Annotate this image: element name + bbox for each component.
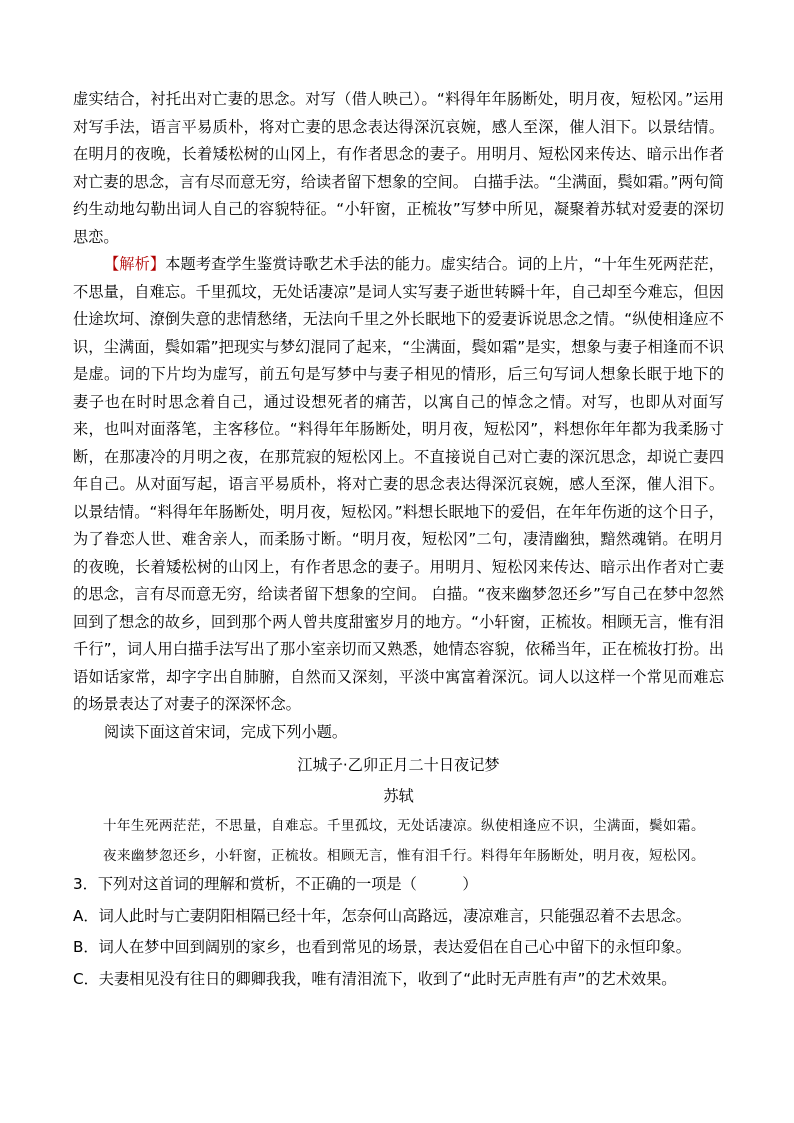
poem-title: 江城子·乙卯正月二十日夜记梦 [297, 756, 500, 774]
poem-line: 夜来幽梦忽还乡，小轩窗，正梳妆。相顾无言，惟有泪千行。料得年年肠断处，明月夜，短松冈。 [103, 848, 705, 864]
analysis-tag: 【解析】 [104, 255, 166, 273]
question-stem: 3．下列对这首词的理解和赏析，不正确的一项是（ ） [73, 875, 478, 893]
poem-line: 十年生死两茫茫，不思量，自难忘。千里孤坟，无处话凄凉。纵使相逢应不识，尘满面，鬓如霜。 [103, 818, 705, 834]
analysis-paragraph [73, 251, 724, 719]
option-b: B．词人在梦中回到阔别的家乡，也看到常见的场景，表达爱侣在自己心中留下的永恒印象。 [73, 938, 691, 956]
poem-body [73, 811, 724, 871]
answer-paragraph: 虚实结合，衬托出对亡妻的思念。对写（借人映己）。“料得年年肠断处，明月夜，短松冈。”运用对写手法，语言平易质朴，将对亡妻的思念表达得深沉哀婉，感人至深，催人泪下。以景结情。在明月的夜晚，长着矮松树的山冈上，有作者思念的妻子。用明月、短松冈来传达、暗示出作者对亡妻的思念，言有尽而意无穷，给读者留下想象的空间。 白描手法。“尘满面，鬓如霜。”两句简约生动地勾勒出词人自己的容貌特征。“小轩窗，正梳妆”写梦中所见，凝聚着苏轼对爱妻的深切思恋。 [73, 90, 724, 246]
option-a: A．词人此时与亡妻阴阳相隔已经十年，怎奈何山高路远，凄凉难言，只能强忍着不去思念。 [73, 906, 691, 925]
document-page [73, 86, 724, 993]
poem-author: 苏轼 [383, 787, 414, 805]
analysis-text: 本题考查学生鉴赏诗歌艺术手法的能力。虚实结合。词的上片，“十年生死两茫茫，不思量，自难忘。千里孤坟，无处话凄凉”是词人实写妻子逝世转瞬十年，自己却至今难忘，但因仕途坎坷、潦倒失意的悲情愁绪，无法向千里之外长眠地下的爱妻诉说思念之情。“纵使相逢应不识，尘满面，鬓如霜”把现实与梦幻混同了起来，“尘满面，鬓如霜”是实，想象与妻子相逢而不识是虚。词的下片均为虚写，前五句是写梦中与妻子相见的情形，后三句写词人想象长眠于地下的妻子也在时时思念着自己，通过设想死者的痛苦，以寓自己的悼念之情。对写，也即从对面写来，也叫对面落笔，主客移位。“料得年年肠断处，明月夜，短松冈”，料想你年年都为我柔肠寸断，在那凄冷的月明之夜，在那荒寂的短松冈上。不直接说自己对亡妻的深沉思念，却说亡妻四年自己。从对面写起，语言平易质朴，将对亡妻的思念表达得深沉哀婉，感人至深，催人泪下。 以景结情。“料得年年肠断处，明月夜，短松冈。”料想长眠地下的爱侣，在年年伤逝的这个日子，为了眷恋人世、难舍亲人，而柔肠寸断。“明月夜，短松冈”二句，凄清幽独，黯然魂销。在明月的夜晚，长着矮松树的山冈上，有作者思念的妻子。用明月、短松冈来传达、暗示出作者对亡妻的思念，言有尽而意无穷，给读者留下想象的空间。 白描。“夜来幽梦忽还乡”写自己在梦中忽然回到了想念的故乡，回到那个两人曾共度甜蜜岁月的地方。“小轩窗，正梳妆。相顾无言，惟有泪千行”，词人用白描手法写出了那小室亲切而又熟悉，她情态容貌，依稀当年，正在梳妆打扮。出语如话家常，却字字出自肺腑，自然而又深刻，平淡中寓富着深沉。词人以这样一个常见而难忘的场景表达了对妻子的深深怀念。 [73, 255, 724, 713]
reading-instruction: 阅读下面这首宋词，完成下列小题。 [104, 722, 347, 741]
option-c: C．夫妻相见没有往日的卿卿我我，唯有清泪流下，收到了“此时无声胜有声”的艺术效果。 [73, 969, 677, 988]
